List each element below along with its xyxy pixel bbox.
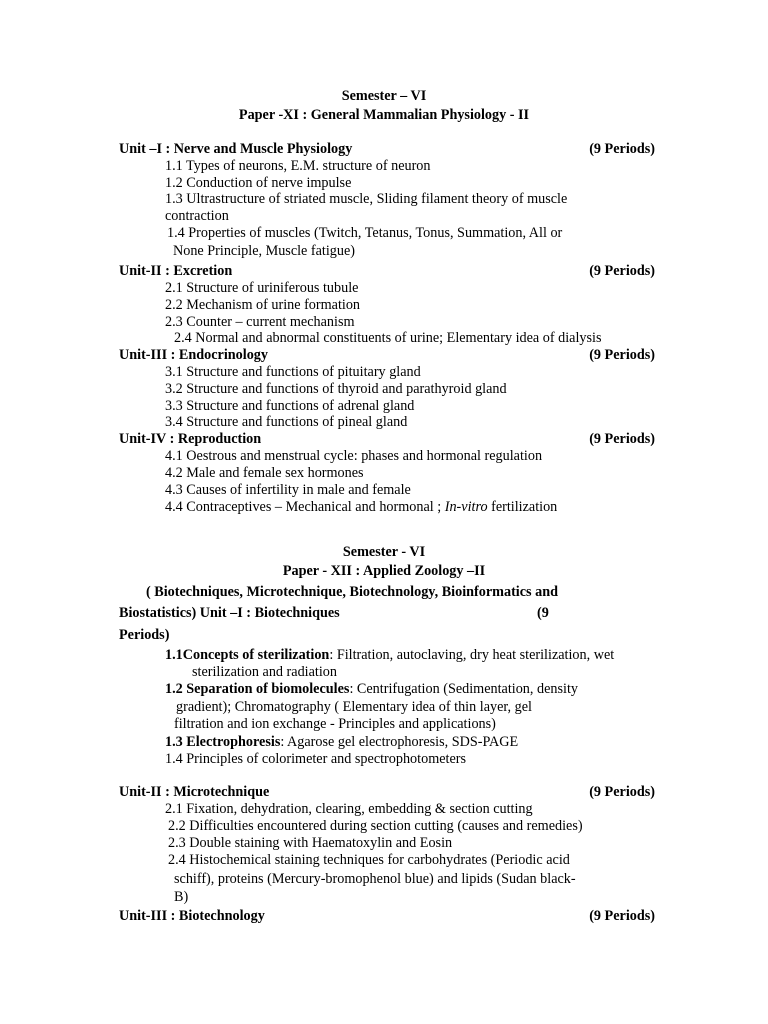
list-item: 1.4 Properties of muscles (Twitch, Tetanus, Tonus, Summation, All or <box>167 225 563 241</box>
unit-2-microtechnique-heading: Unit-II : Microtechnique <box>119 784 270 800</box>
list-item: 2.3 Counter – current mechanism <box>165 314 355 330</box>
paper-xi-title: Paper -XI : General Mammalian Physiology - II <box>238 107 530 123</box>
unit-2-heading: Unit-II : Excretion <box>119 263 233 279</box>
list-item: 3.2 Structure and functions of thyroid and parathyroid gland <box>165 381 507 397</box>
unit-4-periods: (9 Periods) <box>589 431 655 447</box>
list-item: 3.1 Structure and functions of pituitary gland <box>165 364 421 380</box>
list-item: 1.2 Separation of biomolecules: Centrifugation (Sedimentation, density <box>165 681 578 697</box>
list-item: 2.4 Histochemical staining techniques for carbohydrates (Periodic acid <box>168 852 570 868</box>
unit-3-heading: Unit-III : Endocrinology <box>119 347 268 363</box>
unit-4-heading: Unit-IV : Reproduction <box>119 431 262 447</box>
unit-3-biotechnology-periods: (9 Periods) <box>589 908 655 924</box>
unit-2-periods: (9 Periods) <box>589 263 655 279</box>
list-item: 1.1 Types of neurons, E.M. structure of neuron <box>165 158 431 174</box>
list-item: sterilization and radiation <box>192 664 337 680</box>
list-item: 1.1Concepts of sterilization: Filtration, autoclaving, dry heat sterilization, wet <box>165 647 615 663</box>
list-item: filtration and ion exchange - Principles and applications) <box>174 716 496 732</box>
list-item: 2.2 Difficulties encountered during section cutting (causes and remedies) <box>168 818 583 834</box>
list-item: 4.1 Oestrous and menstrual cycle: phases and hormonal regulation <box>165 448 543 464</box>
paper-xii-subtitle-line1: ( Biotechniques, Microtechnique, Biotechnology, Bioinformatics and <box>146 584 558 600</box>
unit-3-biotechnology-heading: Unit-III : Biotechnology <box>119 908 265 924</box>
list-item: 2.1 Fixation, dehydration, clearing, embedding & section cutting <box>165 801 533 817</box>
semester-heading-2: Semester - VI <box>342 544 426 560</box>
paper-xii-subtitle-line2: Biostatistics) Unit –I : Biotechniques <box>119 605 340 621</box>
list-item: 2.1 Structure of uriniferous tubule <box>165 280 359 296</box>
list-item: 2.3 Double staining with Haematoxylin and Eosin <box>168 835 453 851</box>
list-item: contraction <box>165 208 229 224</box>
list-item: 2.4 Normal and abnormal constituents of urine; Elementary idea of dialysis <box>174 330 602 346</box>
semester-heading-1: Semester – VI <box>341 88 427 104</box>
list-item: 1.2 Conduction of nerve impulse <box>165 175 352 191</box>
unit-1-periods: (9 Periods) <box>589 141 655 157</box>
unit-1-heading: Unit –I : Nerve and Muscle Physiology <box>119 141 353 157</box>
in-vitro-italic: In-vitro <box>444 499 488 515</box>
list-item: gradient); Chromatography ( Elementary idea of thin layer, gel <box>176 699 532 715</box>
list-item: None Principle, Muscle fatigue) <box>173 243 356 259</box>
list-item: 1.3 Electrophoresis: Agarose gel electrophoresis, SDS-PAGE <box>165 734 519 750</box>
paper-xii-title: Paper - XII : Applied Zoology –II <box>282 563 486 579</box>
list-item: 4.2 Male and female sex hormones <box>165 465 364 481</box>
unit-1-periods-part1: (9 <box>537 605 549 621</box>
list-item: B) <box>174 889 189 905</box>
list-item: 4.3 Causes of infertility in male and female <box>165 482 411 498</box>
unit-1-periods-part2: Periods) <box>119 627 170 643</box>
list-item: schiff), proteins (Mercury-bromophenol blue) and lipids (Sudan black- <box>174 871 576 887</box>
list-item: 1.4 Principles of colorimeter and spectrophotometers <box>165 751 467 767</box>
list-item: 4.4 Contraceptives – Mechanical and hormonal ; In-vitro fertilization <box>165 499 558 515</box>
unit-2-microtechnique-periods: (9 Periods) <box>589 784 655 800</box>
list-item: 1.3 Ultrastructure of striated muscle, Sliding filament theory of muscle <box>165 191 568 207</box>
unit-3-periods: (9 Periods) <box>589 347 655 363</box>
list-item: 2.2 Mechanism of urine formation <box>165 297 361 313</box>
list-item: 3.4 Structure and functions of pineal gland <box>165 414 408 430</box>
list-item: 3.3 Structure and functions of adrenal gland <box>165 398 415 414</box>
